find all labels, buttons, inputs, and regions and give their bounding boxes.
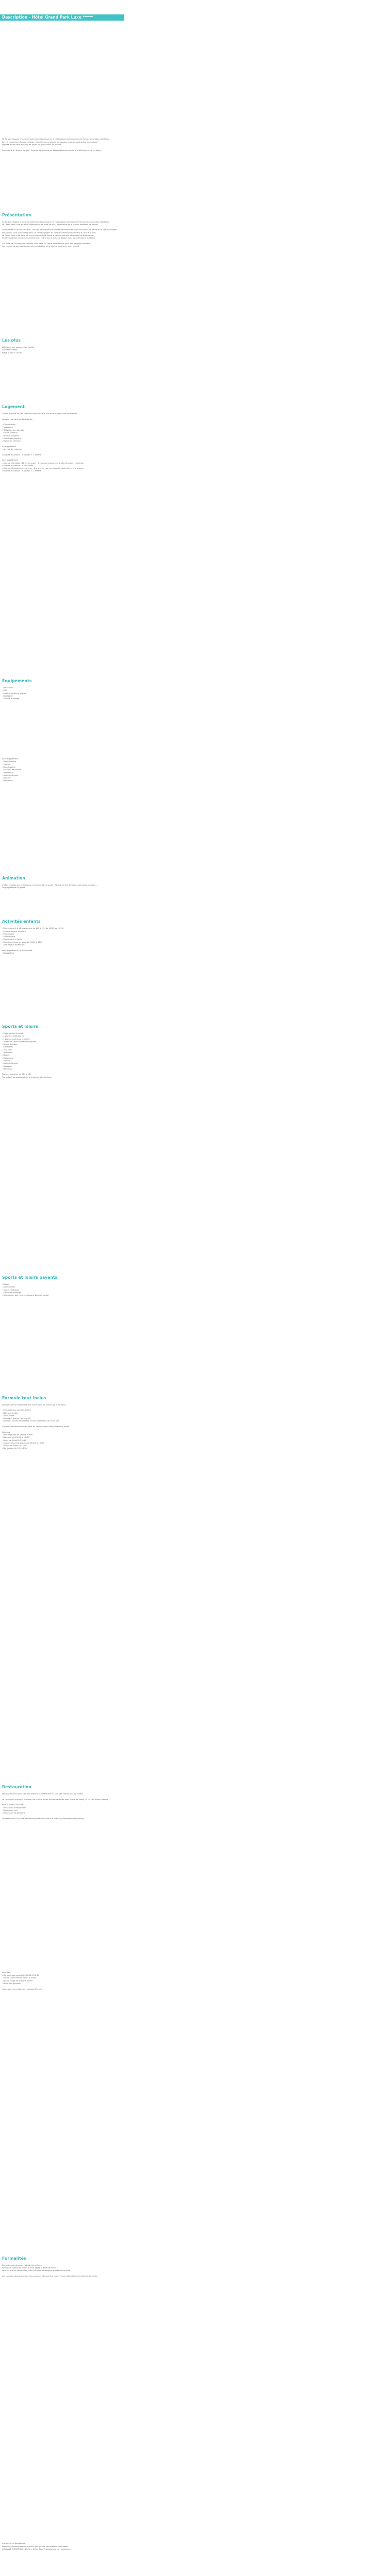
section-heading-activites: Activités enfants [2,919,41,924]
section-heading-equipements: Équipements [2,679,32,684]
section-heading-restauration: Restauration [2,1785,31,1790]
section-text-equipements_payants: Avec supplément : - Room Service - Coiffeur - Blanchisserie - Location de voiture - Téléphone - Salle de réunion - Docteur - Boutiques [2,758,22,782]
title-banner [0,14,124,21]
section-text-animation: L'hôtel propose des animations en journée et en soirée : fitness, tennis de table, water-polo, aérobic... Un programme sur place. [2,884,97,889]
section-text-plus: Idéal pour des vacances en famille Activités variées Plage privée à 200 m [2,346,35,354]
section-heading-formule: Formule tout inclus [2,1395,46,1400]
section-text-restauration: Découvrez des saveurs et des ambiances différentes au sein des restaurants de l'hôtel. Le restaurant principal propose une cuisine locale et internationale sous forme de buffet, et un coin show cooking. Pour le dîner à la carte : - Restaurant international - Restaurant turc - Restaurant de poissons Un restaurant à la carte par semaine est inclus dans la formule (réservation obligatoire). [2,1793,109,1820]
section-text-activites: - Mini-club de 4 à 12 ans (ouvert de 10h à 17h du 15/05 au 15/10) - Espace de jeux intérieur - Pataugeoire - Salle de jeux - Piscine pour enfants - Mini-disco (tous les soirs de 20h30 à 21h) - Aire de jeux extérieure Avec supplément / sur demande : - Babysitting [2,927,64,954]
section-text-sante: Aucun vaccin obligatoire. Nous vous recommandons d'être à jour de vos vaccinations habituelles. COURANT ÉLECTRIQUE : 220V et 50Hz. Type F. Adaptateur non nécessaire. [2,2543,72,2550]
section-text-formule: Dans la salle de restaurant tout inclus pour les clients, plus boissons. - Petit-déjeuner complet buffet - Déjeuner buffet - Dîner buffet - Snacks et glaces l'après-midi - Boissons locales alcoolisées et non alcoolisées de 10h à 23h L'accès à certains services, sites ou activités peut être payant sur place. Horaires : - Petit-déjeuner de 7h00 à 10h00 - Déjeuner de 12h30 à 14h30 - Dîner de 19h00 à 21h30 - Snack en bord de piscine de 11h00 à 16h00 - Glaces de 15h00 à 17h00 - Bar (ouvert de 10h à 23h) [2,1403,70,1450]
section-text-equipements: - Restaurant - Wifi - Parking extérieur gratuit - Bagagerie - Service massage [2,687,26,700]
section-text-logement: L'hôtel dispose de 496 chambres réparties sur plusieurs étages avec ascenseurs. Chaque chambre est équipée de : - Climatisation - Téléphone - Télévision par satellite - Sèche-cheveux - Minibar (payant) - Coffre-fort (payant) - Balcon ou terrasse En supplément : - Service de chambre Capacité maximale : 2 adultes + 1 enfant Avec supplément : - Chambre familiale (40 m², environ) : 2 chambres séparées, 1 salle de bains, vue jardin. Capacité maximale : 4 personnes. - Chambre Deluxe avec vue mer : 1 grand lit, vue mer latérale, accès direct à la piscine. Capacité maximale : 3 adultes + 1 enfant. [2,413,85,472]
section-heading-sports_payants: Sports et loisirs payants [2,1275,58,1280]
section-text-sports: - Plage privée de sable - 2 piscines extérieures - 1 piscine intérieure chauffée - Terrain de tennis (éclairage payant) - Tennis de table - Fléchettes - Tir à l'arc - Volleyball - Basket - Water-polo - Aérobic - Salle de fitness - Aquagym - Hammam Piscines ouvertes de 08h à 18h Transats et parasols gratuits à la piscine et à la plage [2,1032,52,1078]
section-text-presentation: Le Turquie dispose d'un riche patrimoine historique et archéologique ainsi que de très nombreuses villes balnéaires. Le Grand Park Luxe est situé directement en bord de mer, à proximité de la station balnéaire de Kemer. Surnommée la "Riviera turque", Antalya est bordée par la mer Méditerranée avec des plages de sable fin et des montagnes. Nos voisins vous accueillent dans un cadre idyllique au pied des montagnes du Taurus, face à la mer. Le Grand Park Luxe vous offre une formule tout compris haut de gamme et un service attentionné. Situé à quelques minutes du centre-ville, l'hôtel est le point de départ idéal pour découvrir la région. Cet hôtel de la catégorie 5 étoiles vous offre un cadre exceptionnel pour des vacances réussies. Les chambres sont spacieuses et confortables, et la piscine extérieure vous attend. [2,221,118,248]
section-heading-animation: Animation [2,875,25,880]
section-heading-sports: Sports et loisirs [2,1024,38,1029]
section-heading-presentation: Présentation [2,212,31,217]
section-text-formalites: Ressortissants français (adultes et enfants) : Passeport valable au moins 6 mois après la date de retour. Pour les autres nationalités, merci de vous renseigner auprès du consulat. Les mineurs voyageant sans leurs parents doivent être munis d'une autorisation de sortie de territoire. [2,2264,98,2277]
section-heading-logement: Logement [2,404,25,410]
section-heading-plus: Les plus [2,338,21,343]
section-text-intro: Le Turquie dispose d'un riche patrimoine historique et archéologique ainsi que de très nombreuses villes balnéaires. Pays à cheval sur l'Europe et l'Asie, elle offre aux visiteurs un paysage riche en contrastes, une cuisine réputée et des sites historiques parmi les plus beaux du monde. Surnommé le "Riviera turque", Antalya est le point de départ idéal pour partir à la découverte de la région. [2,138,110,151]
section-text-sports_payants: - Billard - Salle de jeux - Sports nautiques - Centre de massage - Spa (sauna, bain turc, massages, soins du corps) [2,1283,49,1297]
section-text-bar: Horaires : - Bar principal ouvert de 10h00 à 23h00 - Bar de la piscine de 10h00 à 18h00 - Bar de plage de 10h00 à 17h00 - Disco bar (payant) Tenue correcte exigée au restaurant le soir. [2,1971,42,1990]
page-title: Description - Hôtel Grand Park Luxe ***** [2,15,93,20]
section-heading-formalites: Formalités [2,2256,26,2261]
